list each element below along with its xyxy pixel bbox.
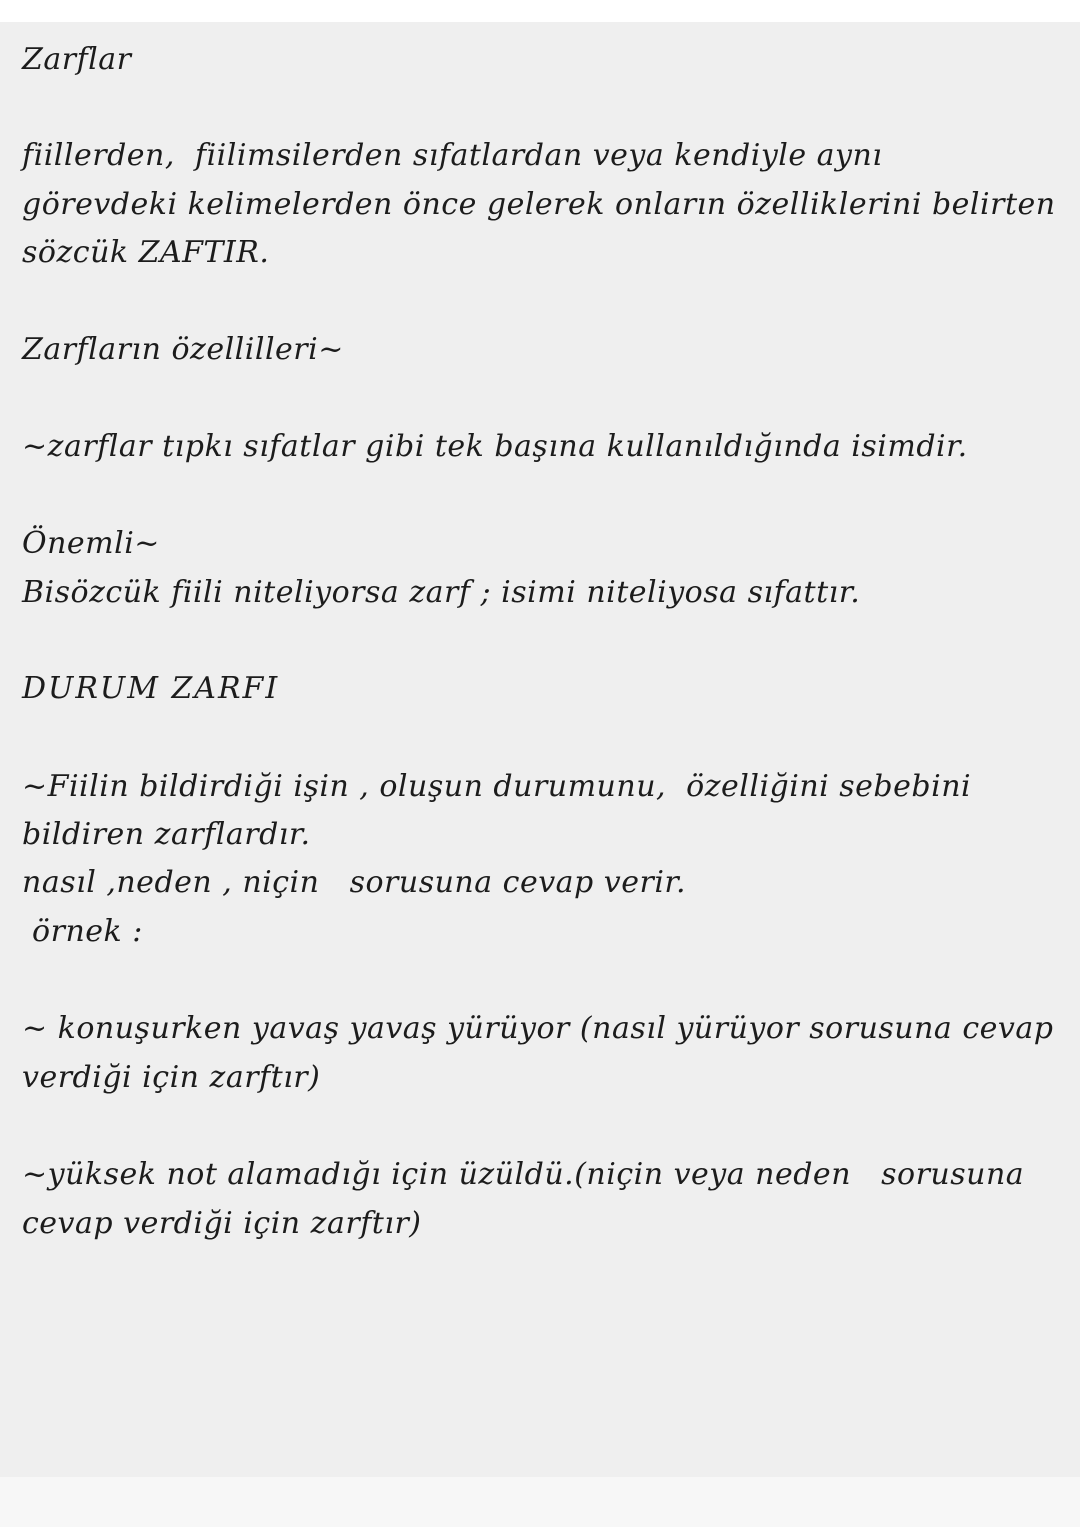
feature-item-1: ~zarflar tıpkı sıfatlar gibi tek başına kullanıldığında isimdir. [22,429,968,464]
section-desc-line-1: ~Fiilin bildirdiği işin , oluşun durumunu, özelliğini sebebini [22,769,972,804]
definition-line-1: fiillerden, fiilimsilerden sıfatlardan veya kendiyle aynı [22,138,883,173]
bottom-strip [0,1477,1080,1527]
example-2-line-2: cevap verdiği için zarftır) [22,1206,422,1241]
important-text: Bisözcük fiili niteliyorsa zarf ; isimi niteliyosa sıfattır. [22,575,861,610]
example-1-line-1: ~ konuşurken yavaş yavaş yürüyor (nasıl yürüyor sorusuna cevap [22,1011,1054,1046]
features-heading: Zarfların özellilleri~ [22,332,344,367]
example-label: örnek : [22,914,143,949]
important-heading: Önemli~ [22,526,160,561]
section-desc-line-2: bildiren zarflardır. [22,817,311,852]
example-2-line-1: ~yüksek not alamadığı için üzüldü.(niçin veya neden sorusuna [22,1157,1025,1192]
definition-line-2: görevdeki kelimelerden önce gelerek onların özelliklerini belirten [22,187,1056,222]
section-desc-line-3: nasıl ,neden , niçin sorusuna cevap verir. [22,865,686,900]
note-title: Zarflar [22,42,132,77]
section-heading: DURUM ZARFI [22,671,280,706]
definition-line-3: sözcük ZAFTIR. [22,235,270,270]
example-1-line-2: verdiği için zarftır) [22,1060,321,1095]
